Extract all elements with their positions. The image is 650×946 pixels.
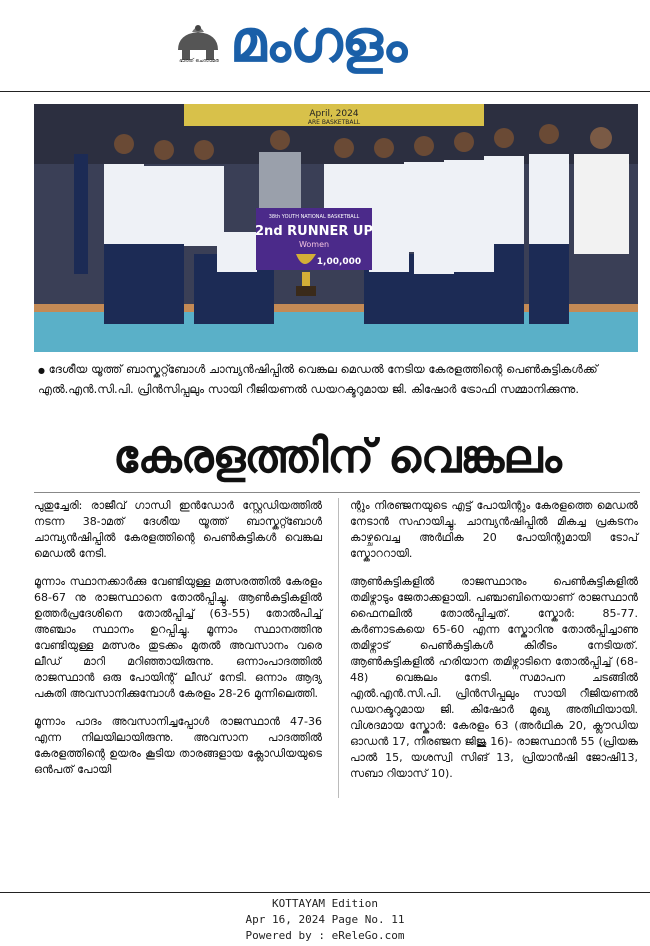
paragraph: പുതുച്ചേരി: രാജീവ് ഗാന്ധി ഇൻഡോർ സ്റ്റേഡിയത്തിൽ നടന്ന 38-ാമത് ദേശീയ യൂത്ത് ബാസ്കറ്റ്ബോൾ ചാമ്പ്യൻഷിപ്പിൽ കേരളത്തിന്റെ പെൺകുട്ടികൾ വെങ്കല മെഡൽ നേടി. (34, 499, 322, 560)
news-clipping (34, 104, 640, 806)
board-amount: 1,00,000 (316, 257, 362, 267)
caption-text: ദേശീയ യൂത്ത് ബാസ്കറ്റ്ബോൾ ചാമ്പ്യൻഷിപ്പിൽ വെങ്കല മെഡൽ നേടിയ കേരളത്തിന്റെ പെൺകുട്ടികൾക്ക് എൽ.എൻ.സി.പി. പ്രിൻസിപ്പലും സായി റീജിയണൽ ഡയറക്ടറുമായ ജി. കിഷോർ ട്രോഫി സമ്മാനിക്കുന്നു. (38, 362, 598, 396)
edition-label: KOTTAYAM Edition (272, 897, 378, 910)
photo-caption (38, 360, 638, 398)
board-title: 2nd RUNNER UP (255, 224, 373, 239)
paragraph: ആൺകുട്ടികളിൽ രാജസ്ഥാനും പെൺകുട്ടികളിൽ തമിഴ്നാടും ജേതാക്കളായി. പഞ്ചാബിനെയാണ് രാജസ്ഥാൻ ഫൈനലിൽ തോൽപ്പിച്ചത്. സ്കോർ: 85-77. കർണാടകയെ 65-60 എന്ന സ്കോറിനു തോൽപ്പിച്ചാണു തമിഴ്നാട് പെൺകുട്ടികൾ കിരീടം നേടിയത്. ആൺകുട്ടികളിൽ ഹരിയാന തമിഴ്നാടിനെ തോൽപ്പിച്ച് (68-48) വെങ്കലം നേടി. സമാപന ചടങ്ങിൽ എൽ.എൻ.സി.പി. പ്രിൻസിപ്പലും സായി റീജിയണൽ ഡയറക്ടറുമായ ജി. കിഷോർ മുഖ്യ അതിഥിയായി. വിശദമായ സ്കോർ: കേരളം 63 (അർഥിക 20, ക്ലൗഡിയ ഓഡൻ 17, നിരഞ്ജന ജിജു 16)- രാജസ്ഥാൻ 55 (പ്രിയങ്ക പാൽ 15, യശസ്വി സിങ് 13, പ്രിയാൻഷി ജോഷി13, സബാ റിയാസ് 10). (350, 575, 638, 780)
footer-rule (0, 892, 650, 893)
paragraph: ന്റും നിരഞ്ജനയുടെ എട്ട് പോയിന്റും കേരളത്തെ മെഡൽ നേടാൻ സഹായിച്ചു. ചാമ്പ്യൻഷിപ്പിൽ മികച്ച പ്രകടനം കാഴ്ചവെച്ച അർഥിക 20 പോയിന്റുമായി ടോപ് സ്കോററായി. (350, 499, 638, 560)
team-photo-illustration (34, 104, 638, 352)
emblem-caption: ഭാരത് ചെന്താമര (179, 58, 219, 64)
newspaper-logo: മംഗളം (230, 7, 407, 75)
banner-top-text: April, 2024 (309, 109, 359, 119)
paragraph: മൂന്നാം സ്ഥാനക്കാർക്കു വേണ്ടിയുള്ള മത്സരത്തിൽ കേരളം 68-67 നു രാജസ്ഥാനെ തോൽപ്പിച്ചു. ആൺകുട്ടികളിൽ ഉത്തർപ്രദേശിനെ തോൽപ്പിച്ച് (63-55) തോൽപിച്ച് അഞ്ചാം സ്ഥാനം ഉറപ്പിച്ചു. മൂന്നാം സ്ഥാനത്തിനു വേണ്ടിയുള്ള മത്സരം തുടക്കം മുതൽ അവസാനം വരെ ലീഡ് മാറി മറിഞ്ഞായിരുന്നു. ഒന്നാംപാദത്തിൽ രാജസ്ഥാൻ ഒരു പോയിന്റ് ലീഡ് നേടി. ഒന്നാം ആദ്യ പകുതി അവസാനിക്കുമ്പോൾ കേരളം 28-26 മുന്നിലെത്തി. (34, 575, 322, 700)
paragraph: മൂന്നാം പാദം അവസാനിച്ചപ്പോൾ രാജസ്ഥാൻ 47-36 എന്ന നിലയിലായിരുന്നു. അവസാന പാദത്തിൽ കേരളത്തിന്റെ ഉയരം കൂടിയ താരങ്ങളായ ക്ലോഡിയയുടെ ഒൻപത് പോയി (34, 715, 322, 776)
masthead-rule (0, 91, 650, 92)
board-small-text: 38th YOUTH NATIONAL BASKETBALL (268, 214, 360, 220)
headline-rule (34, 492, 640, 493)
bullet-icon: ● (38, 366, 45, 375)
article-column-right (350, 498, 638, 794)
column-divider (338, 498, 339, 798)
banner-sub-text: ARE BASKETBALL (307, 119, 361, 126)
date-page-label: Apr 16, 2024 Page No. 11 (245, 913, 405, 926)
headline: കേരളത്തിന് വെങ്കലം (113, 429, 561, 483)
footer (0, 896, 650, 944)
team-photo (34, 104, 638, 352)
masthead (0, 0, 650, 90)
article-column-left (34, 498, 322, 790)
board-women: Women (298, 240, 330, 249)
powered-by-label: Powered by : eReleGo.com (245, 929, 405, 942)
